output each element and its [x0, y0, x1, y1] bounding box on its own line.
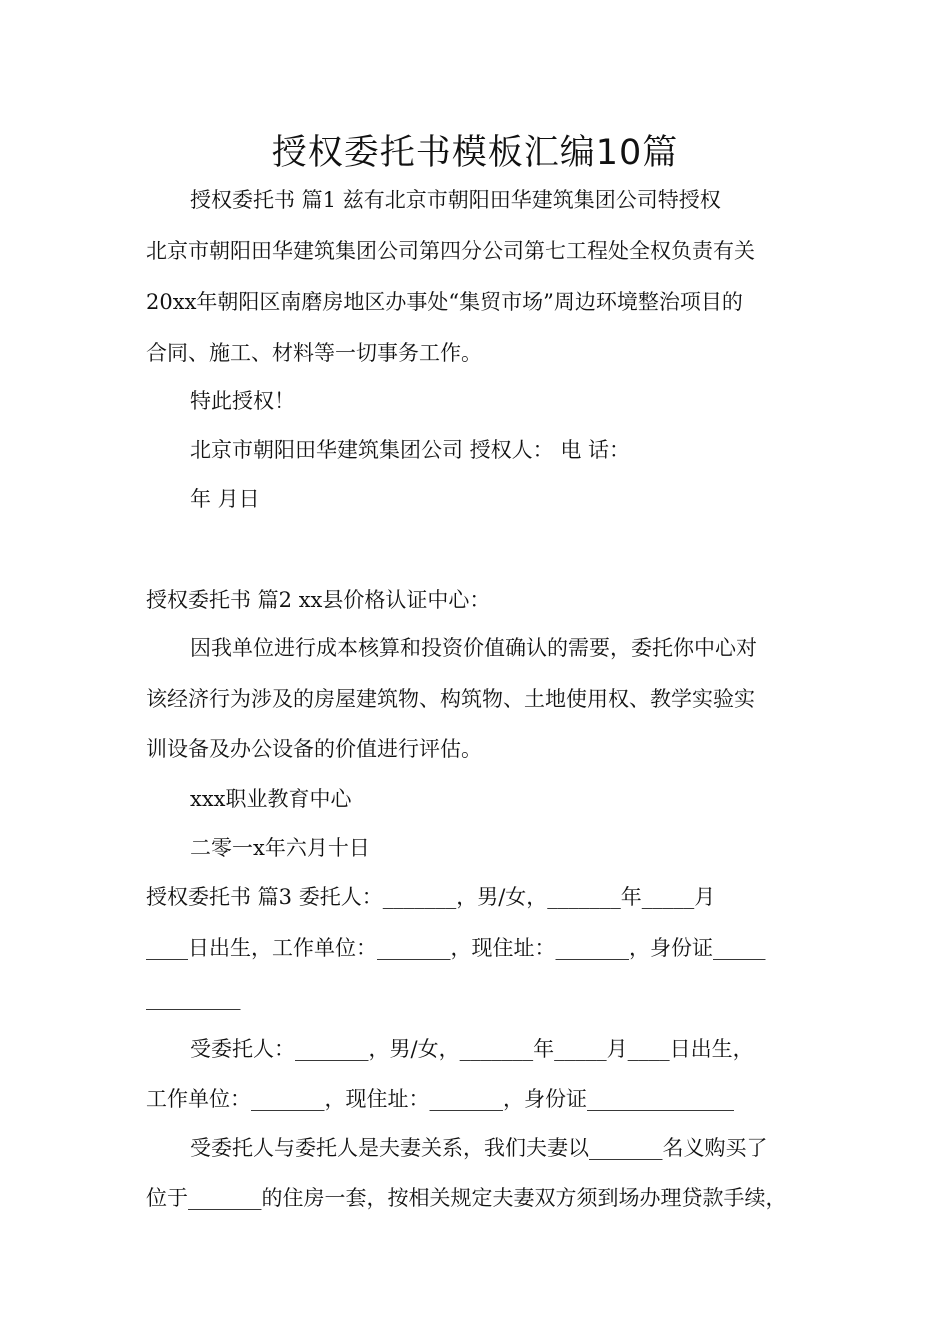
- paragraph-line: 北京市朝阳田华建筑集团公司第四分公司第七工程处全权负责有关: [146, 239, 755, 263]
- paragraph-line: 授权委托书 篇1 兹有北京市朝阳田华建筑集团公司特授权: [190, 188, 721, 212]
- paragraph-line: 工作单位：_______，现住址：_______，身份证______________: [146, 1087, 734, 1111]
- paragraph-line: 该经济行为涉及的房屋建筑物、构筑物、土地使用权、教学实验实: [146, 687, 755, 711]
- paragraph-line: 20xx年朝阳区南磨房地区办事处“集贸市场”周边环境整治项目的: [146, 290, 743, 314]
- document-title: 授权委托书模板汇编10篇: [271, 133, 679, 173]
- date-line: 年 月日: [190, 487, 260, 511]
- signature-line: 北京市朝阳田华建筑集团公司 授权人： 电 话：: [190, 438, 631, 462]
- paragraph-line: 因我单位进行成本核算和投资价值确认的需要，委托你中心对: [190, 636, 757, 660]
- date-line: 二零一x年六月十日: [190, 836, 370, 860]
- paragraph-line: ____日出生，工作单位：_______，现住址：_______，身份证_____: [146, 936, 766, 960]
- paragraph-line: 合同、施工、材料等一切事务工作。: [146, 341, 482, 365]
- paragraph-line: 位于_______的住房一套，按相关规定夫妻双方须到场办理贷款手续，: [146, 1186, 787, 1210]
- paragraph-line: 授权委托书 篇2 xx县价格认证中心：: [146, 588, 491, 612]
- paragraph-line: 训设备及办公设备的价值进行评估。: [146, 737, 482, 761]
- paragraph-line: 授权委托书 篇3 委托人：_______，男/女，_______年_____月: [146, 885, 716, 909]
- paragraph-line: 特此授权！: [190, 389, 295, 413]
- signature-line: xxx职业教育中心: [190, 787, 352, 811]
- paragraph-line: 受委托人：_______，男/女，_______年_____月____日出生，: [190, 1037, 754, 1061]
- paragraph-line: _________: [146, 986, 241, 1010]
- paragraph-line: 受委托人与委托人是夫妻关系，我们夫妻以_______名义购买了: [190, 1136, 768, 1160]
